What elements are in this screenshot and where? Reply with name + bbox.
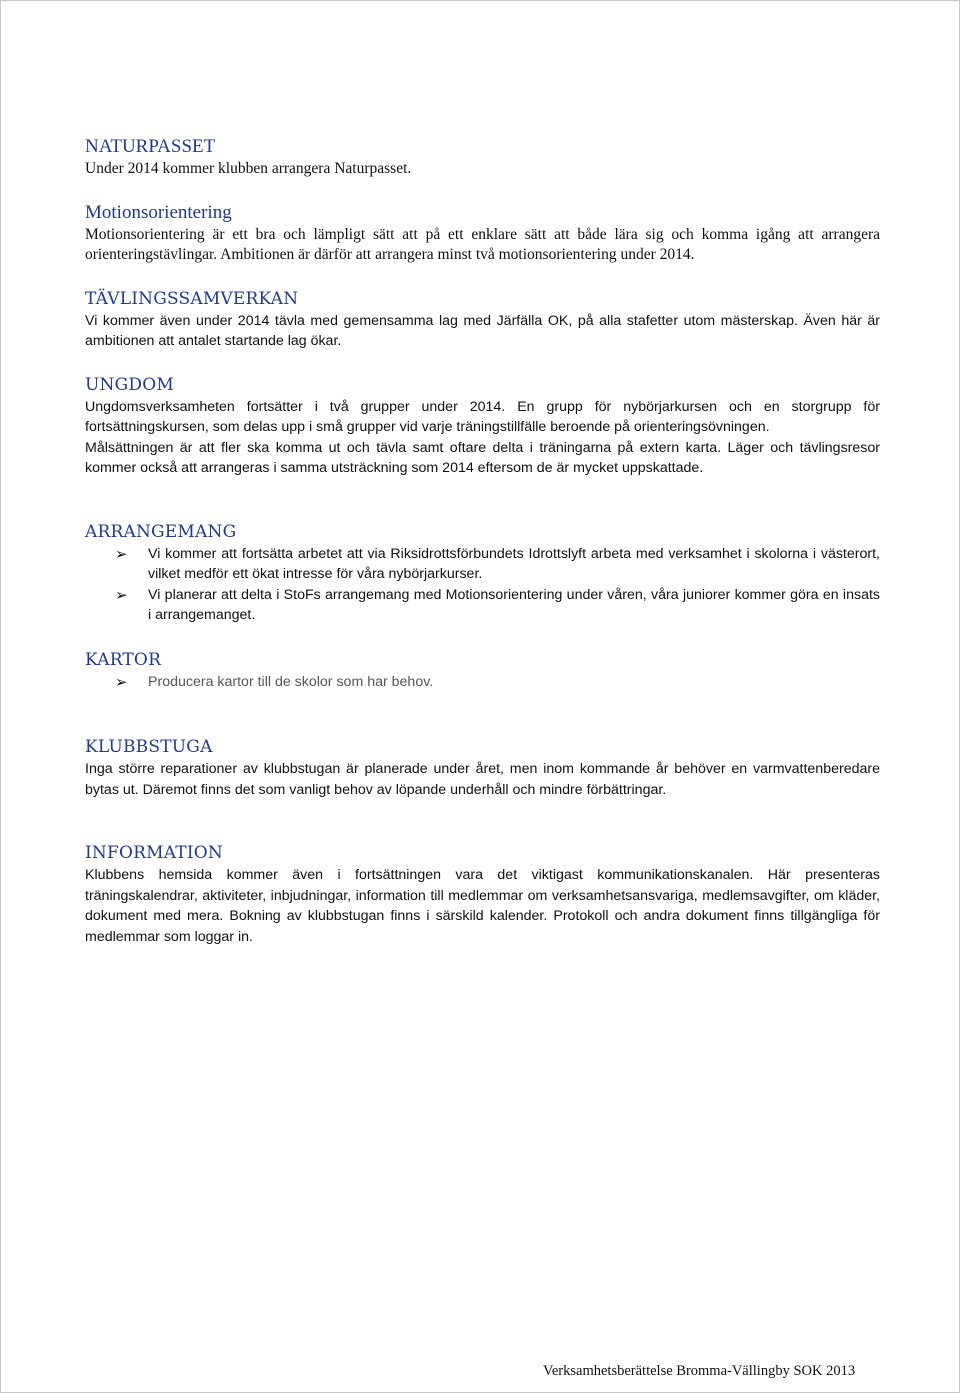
heading-ungdom: UNGDOM bbox=[85, 374, 174, 395]
paragraph-information: Klubbens hemsida kommer även i fortsättningen vara det viktigast kommunikationskanalen. Här presenteras träningskalendrar, aktiviteter, inbjudningar, information till medlemmar om verksamhetsansvariga, medlemsavgifter, om kläder, dokument med mera. Bokning av klubbstugan finns i särskild kalender. Protokoll och andra dokument finns tillgängliga för medlemmar som loggar in. bbox=[85, 867, 880, 945]
section-tavlingssamverkan bbox=[85, 287, 880, 352]
page-footer: Verksamhetsberättelse Bromma-Vällingby SOK 2013 bbox=[543, 1363, 856, 1379]
list-item-text: Vi planerar att delta i StoFs arrangemang med Motionsorientering under våren, våra juniorer kommer göra en insats i arrangemanget. bbox=[148, 586, 880, 623]
heading-klubbstuga: KLUBBSTUGA bbox=[85, 737, 213, 757]
kartor-list bbox=[85, 672, 880, 693]
list-item-text: Vi kommer att fortsätta arbetet att via Riksidrottsförbundets Idrottslyft arbeta med verksamhet i skolorna i västerort, vilket medför ett ökat intresse för våra nybörjarkurser. bbox=[148, 545, 880, 582]
heading-naturpasset: NATURPASSET bbox=[85, 136, 216, 157]
arrow-bullet-icon: ➢ bbox=[115, 672, 128, 691]
section-motionsorientering bbox=[85, 201, 880, 266]
document-body bbox=[85, 135, 880, 947]
section-information bbox=[85, 841, 880, 947]
list-item-text: Producera kartor till de skolor som har behov. bbox=[148, 673, 434, 690]
arrow-bullet-icon: ➢ bbox=[115, 585, 128, 604]
section-kartor bbox=[85, 648, 880, 693]
list-item bbox=[85, 672, 880, 693]
paragraph-ungdom-2: Målsättningen är att fler ska komma ut och tävla samt oftare delta i träningarna på extern karta. Läger och tävlingsresor kommer också att arrangeras i samma utsträckning som 2014 eftersom de är mycket uppskattade. bbox=[85, 439, 880, 476]
list-item bbox=[85, 544, 880, 585]
paragraph-ungdom-1: Ungdomsverksamheten fortsätter i två grupper under 2014. En grupp för nybörjarkursen och en storgrupp för fortsättningskursen, som delas upp i små grupper vid varje träningstillfälle beroende på orienteringsövningen. bbox=[85, 398, 880, 435]
heading-information: INFORMATION bbox=[85, 843, 223, 863]
section-klubbstuga bbox=[85, 735, 880, 800]
section-arrangemang bbox=[85, 520, 880, 626]
heading-arrangemang: ARRANGEMANG bbox=[85, 521, 237, 542]
section-ungdom bbox=[85, 373, 880, 479]
paragraph-motionsorientering: Motionsorientering är ett bra och lämpligt sätt att på ett enklare sätt att både lära sig och komma igång att arrangera orienteringstävlingar. Ambitionen är därför att arrangera minst två motionsorientering under 2014. bbox=[85, 225, 880, 263]
paragraph-tavlingssamverkan: Vi kommer även under 2014 tävla med gemensamma lag med Järfälla OK, på alla stafetter utom mästerskap. Även här är ambitionen att antalet startande lag ökar. bbox=[85, 312, 880, 349]
section-naturpasset bbox=[85, 135, 880, 180]
paragraph-klubbstuga: Inga större reparationer av klubbstugan är planerade under året, men inom kommande år behöver en varmvattenberedare bytas ut. Däremot finns det som vanligt behov av löpande underhåll och mindre förbättringar. bbox=[85, 761, 880, 798]
heading-kartor: KARTOR bbox=[85, 649, 162, 670]
heading-tavlingssamverkan: TÄVLINGSSAMVERKAN bbox=[85, 288, 299, 309]
arrangemang-list bbox=[85, 544, 880, 626]
heading-motionsorientering: Motionsorientering bbox=[85, 201, 232, 223]
paragraph-naturpasset: Under 2014 kommer klubben arrangera Naturpasset. bbox=[85, 160, 412, 177]
arrow-bullet-icon: ➢ bbox=[115, 544, 128, 563]
list-item bbox=[85, 585, 880, 626]
